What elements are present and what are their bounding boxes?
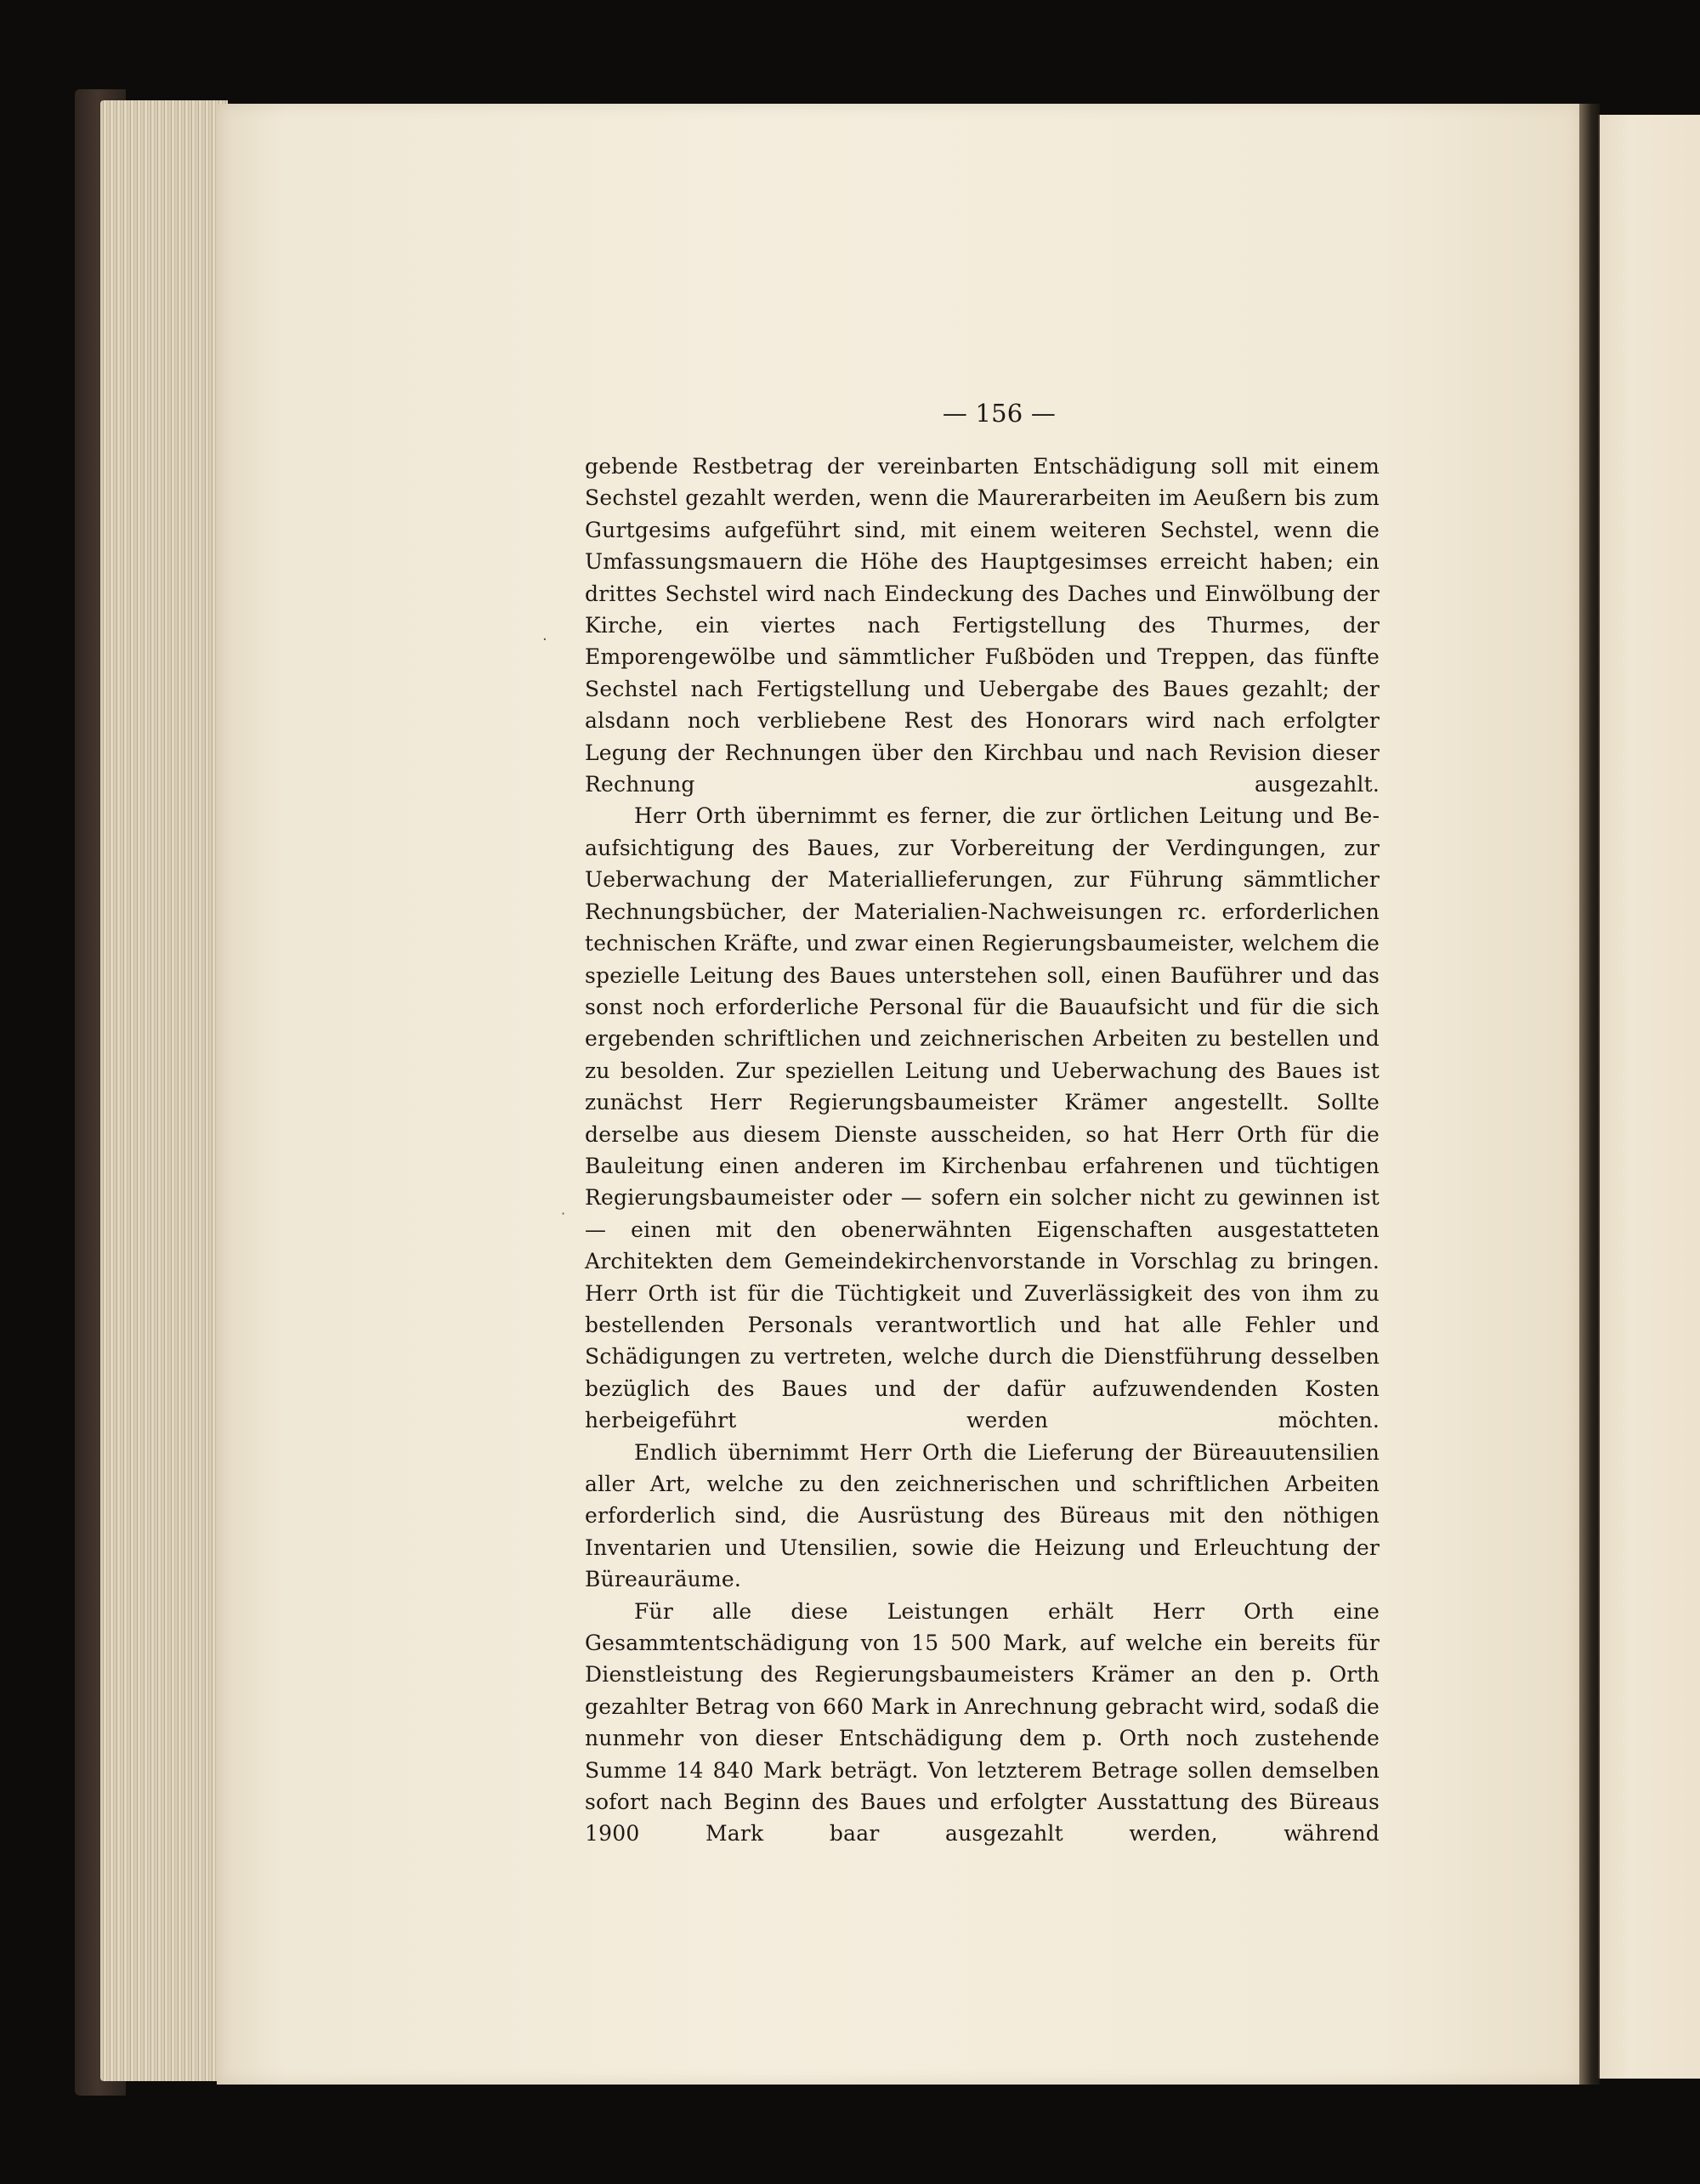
page-text	[585, 399, 1380, 1850]
margin-mark: ·	[542, 631, 547, 649]
paragraph: Für alle diese Leistungen erhält Herr Orth eine Gesammtentschädigung von 15 500 Mark, auf welche ein bereits für Dienstleistung des Regierungsbaumeisters Krämer an den p. Orth gezahlter Betrag von 660 Mark in Anrechnung gebracht wird, sodaß die nunmehr von dieser Entschädigung dem p. Orth noch zustehende Summe 14 840 Mark beträgt. Von letzterem Betrage sollen demselben sofort nach Beginn des Baues und erfolgter Ausstattung des Büreaus 1900 Mark baar ausgezahlt werden, während	[585, 1598, 1380, 1846]
facing-page-edge	[1600, 115, 1700, 2079]
page-edges	[100, 100, 228, 2081]
paragraph: gebende Restbetrag der vereinbarten Entschädigung soll mit einem Sechstel gezahlt werden, wenn die Maurerarbeiten im Aeußern bis zum Gurtgesims aufgeführt sind, mit einem weiteren Sechstel, wenn die Umfassungsmauern die Höhe des Hauptgesimses erreicht haben; ein drittes Sechstel wird nach Eindeckung des Daches und Einwölbung der Kirche, ein viertes nach Fertigstellung des Thurmes, der Emporengewölbe und sämmtlicher Fußböden und Treppen, das fünfte Sechstel nach Fertigstellung und Uebergabe des Baues gezahlt; der alsdann noch verbliebene Rest des Honorars wird nach erfolgter Legung der Rechnungen über den Kirchbau und nach Revision dieser Rechnung ausgezahlt.	[585, 454, 1380, 797]
paragraph: Herr Orth übernimmt es ferner, die zur örtlichen Leitung und Beaufsichtigung des Baues, zur Vorbereitung der Verdingungen, zur Ueberwachung der Materiallieferungen, zur Führung sämmtlicher Rechnungsbücher, der Materialien-Nachweisungen rc. erforderlichen technischen Kräfte, und zwar einen Regierungsbaumeister, welchem die spezielle Leitung des Baues unterstehen soll, einen Bauführer und das sonst noch erforderliche Personal für die Bauaufsicht und für die sich ergebenden schriftlichen und zeichnerischen Arbeiten zu bestellen und zu besolden. Zur speziellen Leitung und Ueberwachung des Baues ist zunächst Herr Regierungsbaumeister Krämer angestellt. Sollte derselbe aus diesem Dienste ausscheiden, so hat Herr Orth für die Bauleitung einen anderen im Kirchenbau erfahrenen und tüchtigen Regierungsbaumeister oder — sofern ein solcher nicht zu gewinnen ist — einen mit den obenerwähnten Eigenschaften ausgestatteten Architekten dem Gemeindekirchenvorstande in Vorschlag zu bringen. Herr Orth ist für die Tüchtigkeit und Zuverlässigkeit des von ihm zu bestellenden Personals verantwortlich und hat alle Fehler und Schädigungen zu vertreten, welche durch die Dienstführung desselben bezüglich des Baues und der dafür aufzuwendenden Kosten herbeigeführt werden möchten.	[585, 803, 1380, 1433]
margin-mark: ·	[561, 1205, 566, 1222]
paragraph: Endlich übernimmt Herr Orth die Lieferung der Büreauutensilien aller Art, welche zu den zeichnerischen und schriftlichen Arbeiten erforderlich sind, die Ausrüstung des Büreaus mit den nöthigen Inventarien und Utensilien, sowie die Heizung und Erleuchtung der Büreauräume.	[585, 1439, 1380, 1592]
book-gutter	[1579, 104, 1600, 2085]
page-number: — 156 —	[942, 399, 1057, 428]
